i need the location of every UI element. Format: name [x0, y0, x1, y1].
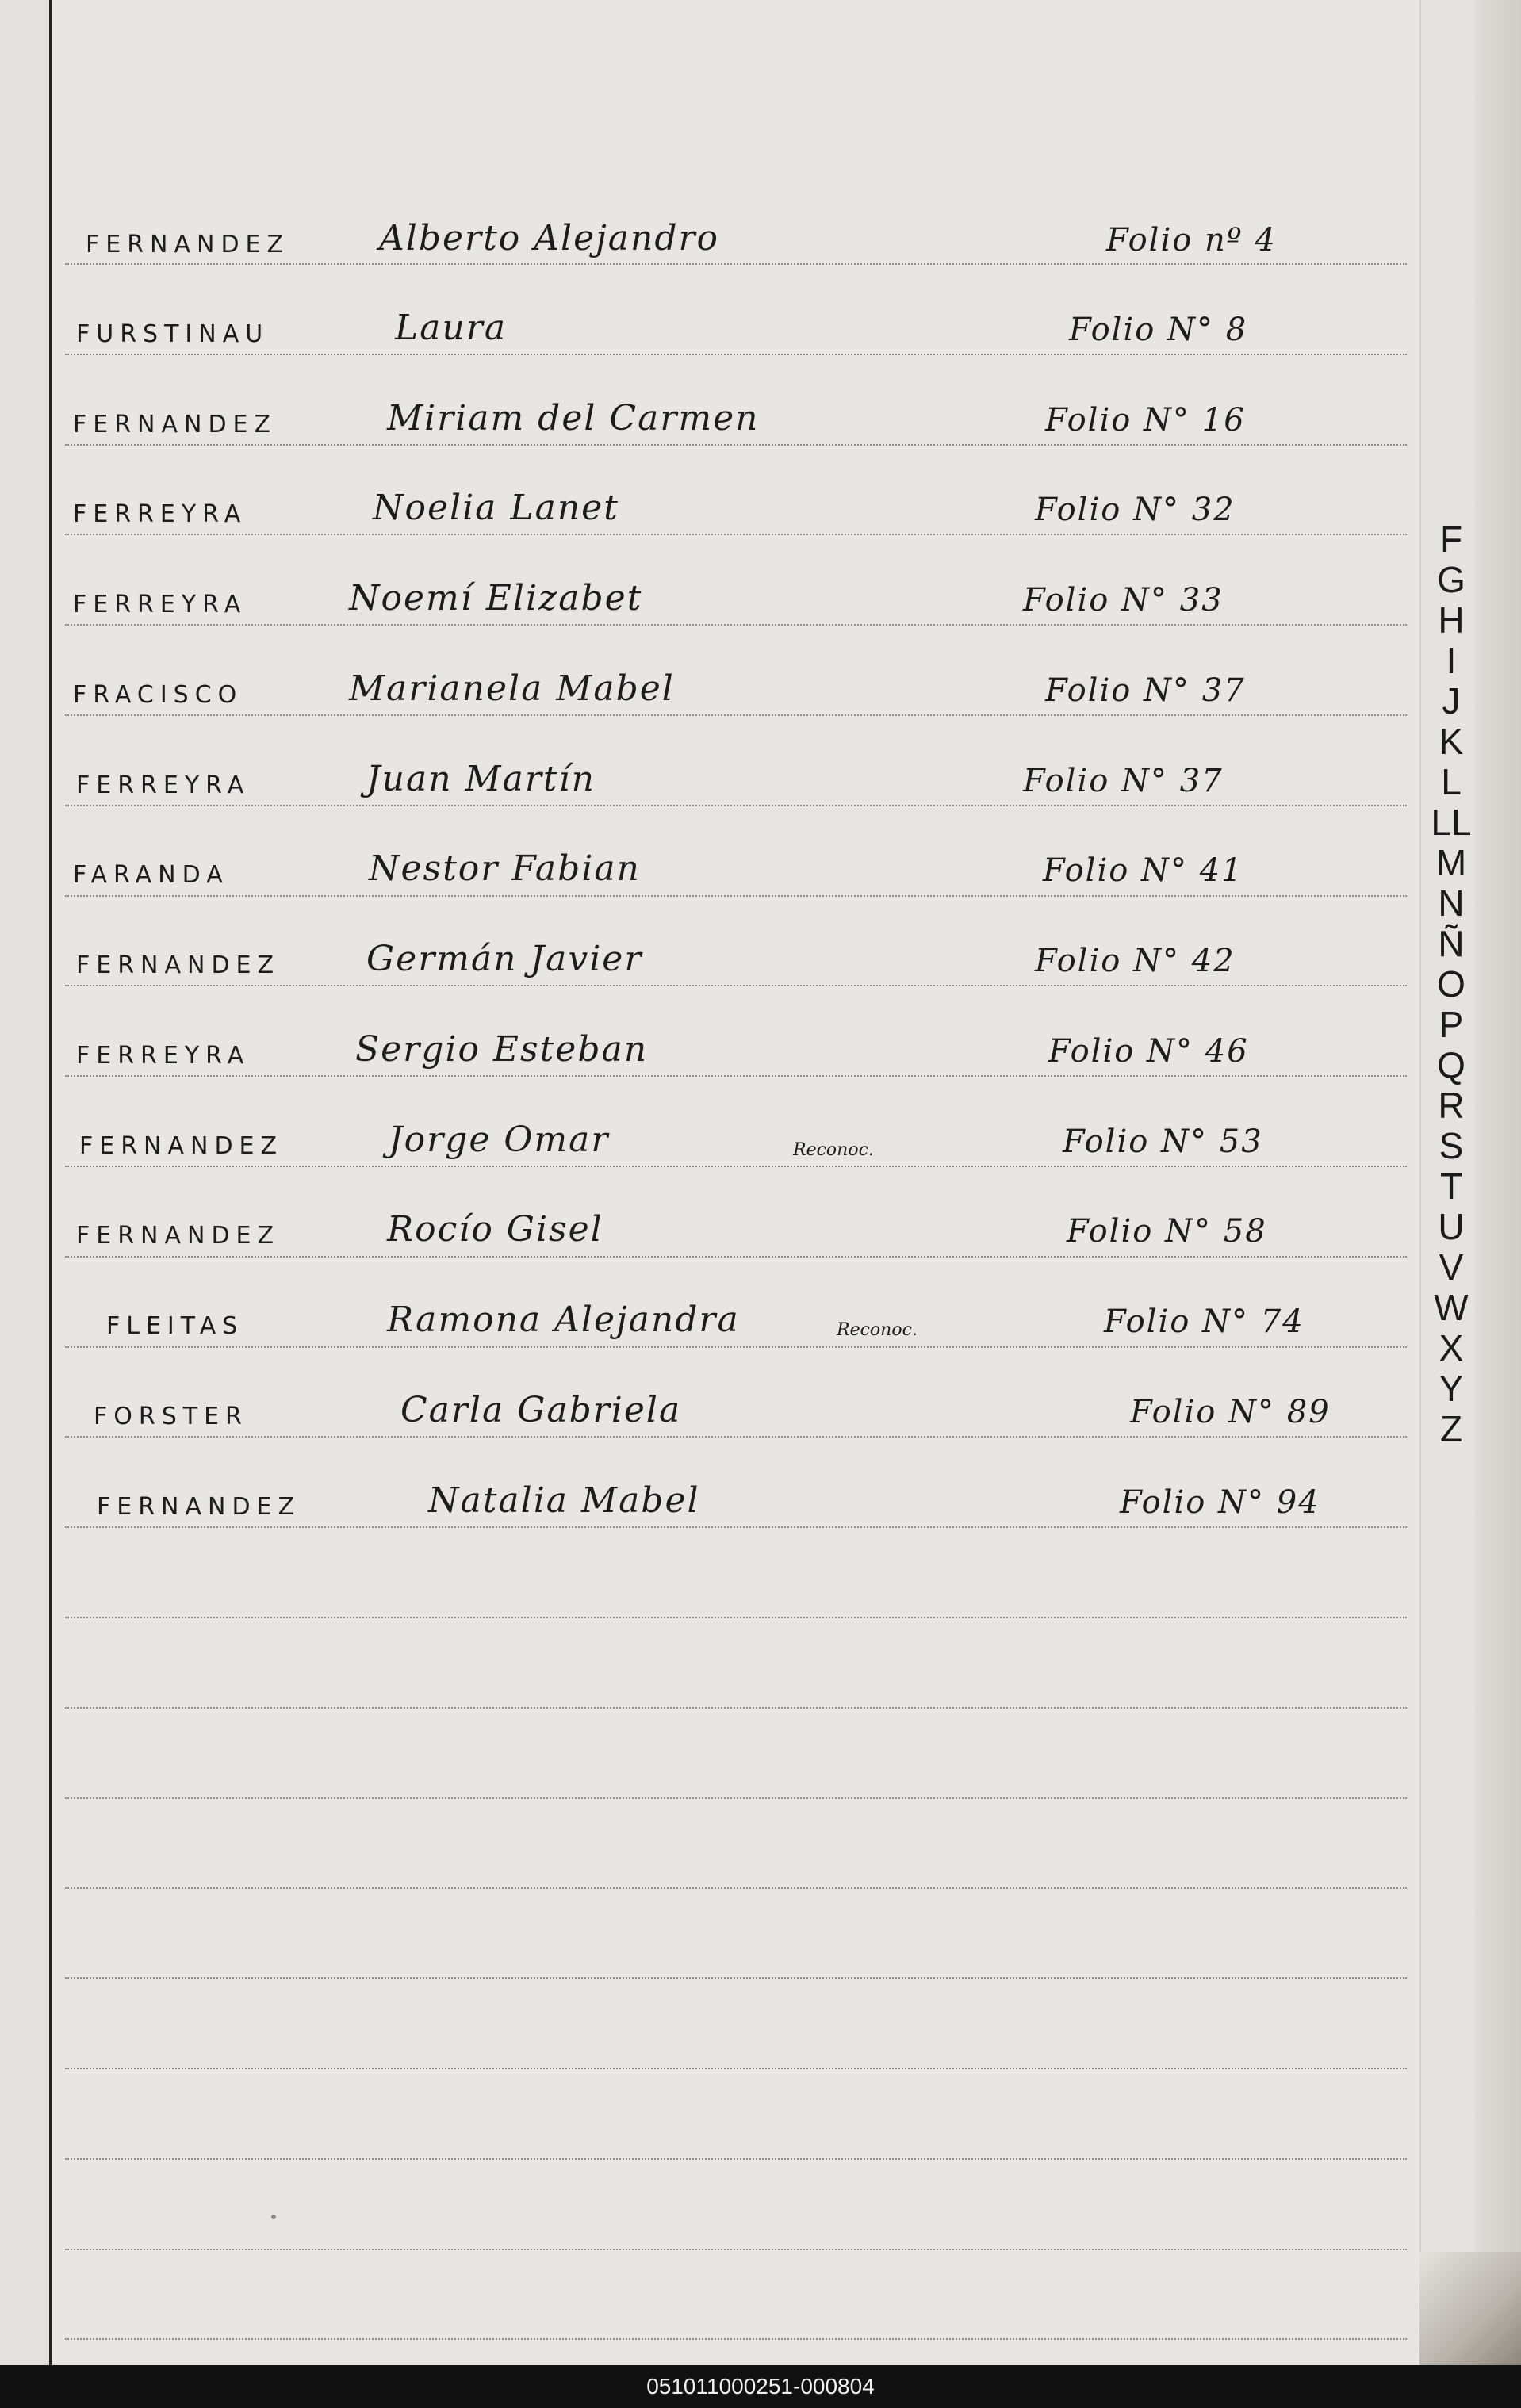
entry-note: Reconoc. [793, 1140, 874, 1160]
entry-surname: FERNANDEZ [76, 1222, 281, 1250]
entry-surname: FORSTER [94, 1403, 248, 1430]
entry-surname: FERNANDEZ [79, 1132, 284, 1160]
index-tab[interactable]: Y [1439, 1368, 1464, 1409]
page-spine [0, 0, 51, 2365]
ruled-line [65, 1256, 1407, 1258]
index-tab[interactable]: P [1439, 1004, 1464, 1045]
index-tab[interactable]: O [1437, 963, 1465, 1005]
entry-given-name: Sergio Esteban [355, 1029, 649, 1070]
entry-given-name: Juan Martín [366, 759, 596, 799]
index-tab[interactable]: LL [1431, 802, 1472, 843]
entry-folio: Folio N° 37 [1045, 672, 1246, 709]
ledger-entry [0, 1296, 1419, 1343]
entry-surname: FERNANDEZ [73, 411, 278, 438]
ruled-line [65, 444, 1407, 446]
entry-folio: Folio N° 37 [1023, 763, 1224, 799]
entry-folio: Folio N° 94 [1120, 1484, 1320, 1521]
entry-given-name: Alberto Alejandro [379, 218, 720, 258]
index-tab[interactable]: T [1439, 1166, 1463, 1207]
entry-folio: Folio N° 41 [1043, 852, 1243, 889]
entry-given-name: Jorge Omar [389, 1120, 610, 1160]
ledger-entry [0, 1205, 1419, 1253]
index-tab[interactable]: Ñ [1438, 923, 1465, 964]
entry-folio: Folio N° 33 [1023, 582, 1224, 618]
tab-strip-edge [1475, 0, 1521, 2365]
index-tab[interactable]: X [1439, 1327, 1464, 1369]
entry-given-name: Noelia Lanet [373, 488, 619, 528]
entry-folio: Folio nº 4 [1106, 222, 1277, 258]
ruled-line [65, 1617, 1407, 1618]
entry-given-name: Marianela Mabel [349, 668, 675, 709]
index-tab[interactable]: S [1439, 1125, 1464, 1166]
index-tab[interactable]: Z [1439, 1408, 1463, 1449]
ruled-line [65, 1075, 1407, 1077]
ledger-entry [0, 304, 1419, 351]
ruled-line [65, 2068, 1407, 2069]
ruled-line [65, 1166, 1407, 1167]
entry-given-name: Ramona Alejandra [387, 1300, 740, 1340]
index-tab[interactable]: Q [1437, 1044, 1465, 1085]
worn-corner [1419, 2252, 1521, 2365]
entry-given-name: Noemí Elizabet [349, 578, 643, 618]
entry-folio: Folio N° 16 [1045, 402, 1246, 438]
ledger-entry [0, 844, 1419, 892]
entry-folio: Folio N° 89 [1130, 1394, 1331, 1430]
entry-given-name: Natalia Mabel [428, 1480, 700, 1521]
ledger-entry [0, 755, 1419, 802]
document-id-footer: 051011000251-000804 [0, 2365, 1521, 2408]
index-tab[interactable]: R [1438, 1085, 1465, 1126]
entry-folio: Folio N° 53 [1063, 1124, 1263, 1160]
index-tab[interactable]: F [1439, 519, 1463, 560]
entry-given-name: Rocío Gisel [387, 1209, 603, 1250]
ruled-line [65, 624, 1407, 626]
entry-given-name: Germán Javier [366, 939, 643, 979]
ruled-line [65, 534, 1407, 535]
entry-surname: FERREYRA [76, 771, 251, 799]
entry-surname: FERREYRA [73, 500, 247, 528]
entry-surname: FERNANDEZ [86, 231, 290, 258]
ledger-entry [0, 1476, 1419, 1524]
entry-folio: Folio N° 46 [1048, 1033, 1249, 1070]
index-tab[interactable]: H [1438, 599, 1465, 641]
entry-surname: FERNANDEZ [97, 1493, 301, 1521]
ledger-entry [0, 214, 1419, 262]
ledger-entry [0, 1116, 1419, 1163]
paper-mark [271, 2215, 276, 2219]
alphabet-index [1427, 519, 1475, 1449]
ruled-line [65, 985, 1407, 986]
entry-folio: Folio N° 74 [1104, 1304, 1305, 1340]
entry-surname: FARANDA [73, 861, 229, 889]
ruled-line [65, 2249, 1407, 2250]
index-tab[interactable]: U [1438, 1206, 1465, 1247]
index-tab[interactable]: M [1435, 842, 1467, 883]
entry-surname: FLEITAS [106, 1312, 244, 1340]
index-tab[interactable]: W [1434, 1287, 1469, 1328]
ruled-line [65, 354, 1407, 355]
entry-folio: Folio N° 8 [1069, 312, 1248, 348]
index-tab[interactable]: N [1438, 882, 1465, 924]
ruled-line [65, 1346, 1407, 1348]
ruled-line [65, 1436, 1407, 1438]
ledger-entry [0, 574, 1419, 622]
entry-given-name: Nestor Fabian [369, 848, 641, 889]
index-tab[interactable]: L [1441, 761, 1462, 802]
entry-folio: Folio N° 32 [1035, 492, 1236, 528]
index-tab[interactable]: J [1442, 680, 1461, 722]
ruled-line [65, 1797, 1407, 1799]
entry-given-name: Miriam del Carmen [387, 398, 760, 438]
entry-note: Reconoc. [837, 1320, 918, 1340]
index-tab[interactable]: K [1439, 721, 1464, 762]
entry-surname: FERREYRA [76, 1042, 251, 1070]
ruled-line [65, 1887, 1407, 1889]
ruled-line [65, 895, 1407, 897]
ruled-line [65, 714, 1407, 716]
entry-given-name: Carla Gabriela [400, 1390, 682, 1430]
ledger-entry [0, 1025, 1419, 1073]
ruled-line [65, 2338, 1407, 2340]
ledger-entry [0, 484, 1419, 531]
ruled-line [65, 263, 1407, 265]
margin-line [49, 0, 52, 2365]
ledger-entry [0, 394, 1419, 442]
ruled-line [65, 2158, 1407, 2160]
entry-surname: FERREYRA [73, 591, 247, 618]
ledger-entry [0, 1386, 1419, 1434]
entry-surname: FERNANDEZ [76, 951, 281, 979]
ledger-entry [0, 935, 1419, 982]
ruled-line [65, 1526, 1407, 1528]
ruled-line [65, 1977, 1407, 1979]
ruled-line [65, 1707, 1407, 1709]
index-tab[interactable]: V [1439, 1246, 1464, 1288]
ledger-entry [0, 664, 1419, 712]
entry-given-name: Laura [395, 308, 508, 348]
index-tab[interactable]: I [1446, 640, 1457, 681]
entry-surname: FURSTINAU [76, 320, 270, 348]
entry-folio: Folio N° 58 [1067, 1213, 1267, 1250]
entry-folio: Folio N° 42 [1035, 943, 1236, 979]
entry-surname: FRACISCO [73, 681, 243, 709]
index-tab[interactable]: G [1437, 559, 1465, 600]
ruled-line [65, 805, 1407, 806]
